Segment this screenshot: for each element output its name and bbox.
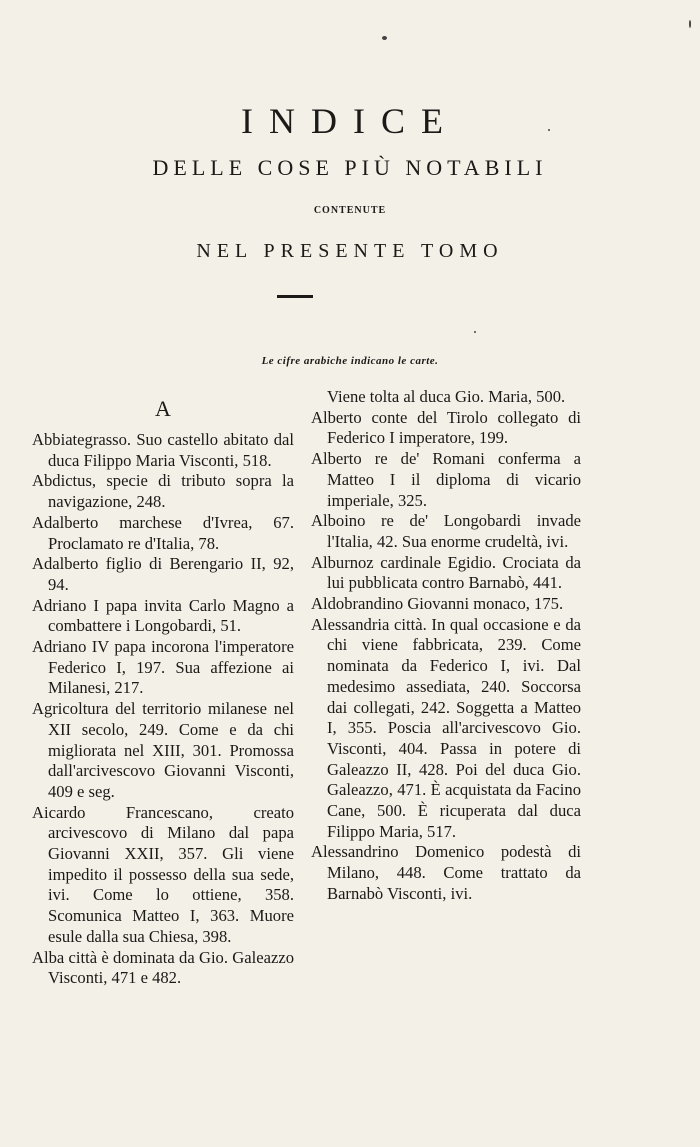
numbering-note: Le cifre arabiche indicano le carte. — [261, 355, 439, 367]
ink-speck — [474, 331, 476, 333]
index-entry: Agricoltura del territorio milanese nel XII secolo, 249. Come e da chi migliorata nel XIII, 301. Promossa dall'arcivescovo Giovanni Visconti, 409 e seg. — [32, 699, 294, 801]
title-rule — [277, 295, 313, 298]
left-column — [32, 386, 294, 989]
tomo-subtitle: NEL PRESENTE TOMO — [196, 240, 504, 262]
index-entry: Abdictus, specie di tributo sopra la navigazione, 248. — [32, 471, 294, 512]
index-entry: Abbiategrasso. Suo castello abitato dal duca Filippo Maria Visconti, 518. — [32, 430, 294, 470]
continued-entry: Viene tolta al duca Gio. Maria, 500. — [327, 387, 566, 406]
index-entry: Adriano I papa invita Carlo Magno a combattere i Longobardi, 51. — [32, 595, 294, 636]
right-column — [311, 386, 581, 905]
section-letter: A — [155, 396, 171, 421]
index-subtitle: DELLE COSE PIÙ NOTABILI — [152, 155, 548, 180]
index-entry: Alessandria città. In qual occasione e da chi viene fabbricata, 239. Come nominata da Federico I, ivi. Dal medesimo assediata, 240. Soccorsa dai collegati, 242. Soggetta a Matteo I, 355. Poscia all'arcivescovo Gio. Visconti, 404. Passa in potere di Galeazzo II, 428. Poi del duca Gio. Galeazzo, 471. È acquistata da Facino Cane, 500. È ricuperata dal duca Filippo Maria, 517. — [311, 614, 581, 841]
index-entry: Alessandrino Domenico podestà di Milano, 448. Come trattato da Barnabò Visconti, ivi. — [311, 842, 581, 903]
index-entry: Adalberto marchese d'Ivrea, 67. Proclamato re d'Italia, 78. — [32, 512, 294, 553]
index-entry: Alboino re de' Longobardi invade l'Italia, 42. Sua enorme crudeltà, ivi. — [311, 511, 581, 551]
index-entry: Alberto re de' Romani conferma a Matteo I il diploma di vicario imperiale, 325. — [311, 449, 581, 510]
index-title: INDICE — [241, 101, 459, 141]
index-entry: Aldobrandino Giovanni monaco, 175. — [311, 594, 564, 614]
index-entry: Adriano IV papa incorona l'imperatore Federico I, 197. Sua affezione ai Milanesi, 217. — [32, 637, 294, 698]
index-entry: Adalberto figlio di Berengario II, 92, 94. — [32, 554, 294, 594]
index-entry: Alberto conte del Tirolo collegato di Federico I imperatore, 199. — [311, 407, 581, 448]
ink-speck — [382, 36, 387, 40]
index-entry: Aicardo Francescano, creato arcivescovo di Milano dal papa Giovanni XXII, 357. Gli viene impedito il possesso della sua sede, ivi. Come lo ottiene, 358. Scomunica Matteo I, 363. Muore esule dalla sua Chiesa, 398. — [32, 802, 294, 946]
contenute-label: CONTENUTE — [313, 205, 387, 216]
index-entry: Alba città è dominata da Gio. Galeazzo Visconti, 471 e 482. — [32, 947, 294, 988]
ink-speck — [689, 20, 691, 28]
index-entry: Alburnoz cardinale Egidio. Crociata da lui pubblicata contro Barnabò, 441. — [311, 552, 581, 593]
